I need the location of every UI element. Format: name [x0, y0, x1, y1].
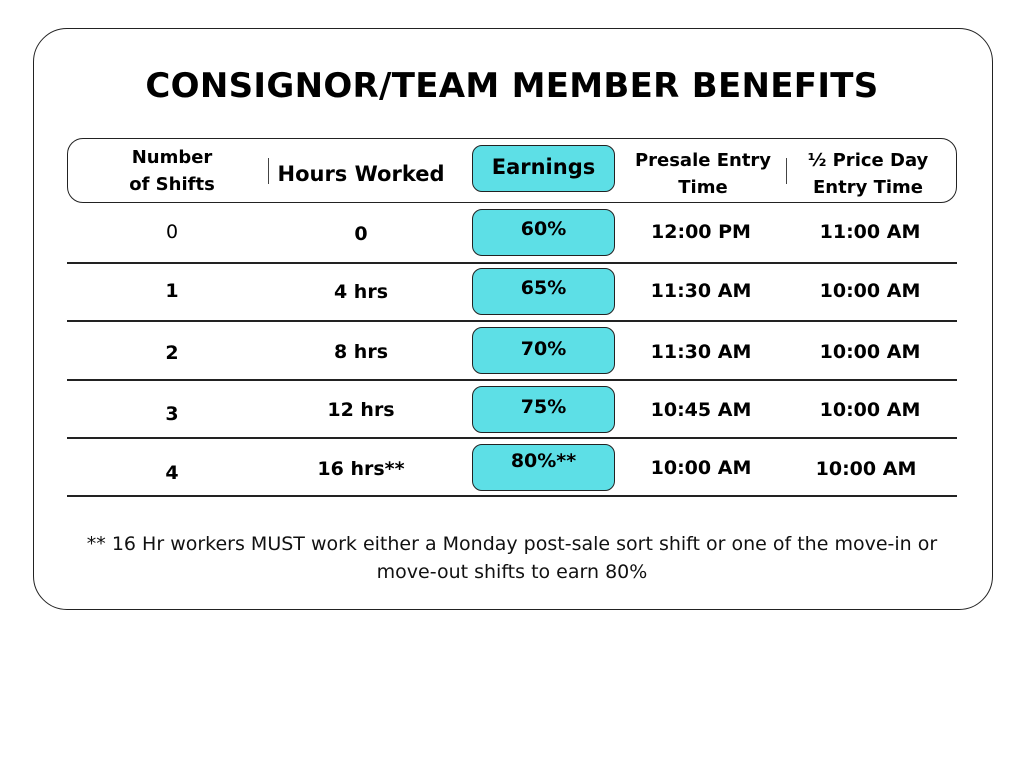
- table-cell-presale: 12:00 PM: [651, 221, 751, 243]
- table-cell-earnings: 75%: [520, 396, 567, 418]
- table-cell-presale: 10:45 AM: [650, 399, 752, 421]
- table-cell-hours: 4 hrs: [333, 281, 389, 303]
- table-cell-hours: 16 hrs**: [317, 458, 405, 480]
- row-divider: [67, 495, 957, 497]
- header-presale-line1: Presale Entry: [634, 150, 772, 171]
- table-cell-half-price: 10:00 AM: [819, 399, 921, 421]
- table-cell-half-price: 11:00 AM: [819, 221, 921, 243]
- table-cell-half-price: 10:00 AM: [819, 280, 921, 302]
- header-half-line2: Entry Time: [812, 177, 923, 198]
- header-shifts-line1: Number: [131, 147, 213, 168]
- header-divider: [268, 158, 269, 184]
- benefits-card: [33, 28, 993, 610]
- row-divider: [67, 262, 957, 264]
- row-divider: [67, 437, 957, 439]
- table-cell-earnings: 70%: [520, 338, 567, 360]
- header-shifts-line2: of Shifts: [129, 174, 215, 195]
- table-cell-earnings: 65%: [520, 277, 567, 299]
- table-cell-hours: 12 hrs: [327, 399, 395, 421]
- header-shifts: [112, 144, 232, 198]
- header-earnings: Earnings: [491, 155, 596, 179]
- table-cell-presale: 11:30 AM: [650, 280, 752, 302]
- row-divider: [67, 320, 957, 322]
- table-cell-shifts: 3: [165, 403, 179, 425]
- table-cell-shifts: 2: [165, 342, 179, 364]
- footnote: ** 16 Hr workers MUST work either a Monday post-sale sort shift or one of the move-in or move-out shifts to earn 80%: [86, 533, 938, 583]
- table-cell-half-price: 10:00 AM: [815, 458, 917, 480]
- row-divider: [67, 379, 957, 381]
- page-title: CONSIGNOR/TEAM MEMBER BENEFITS: [145, 66, 879, 106]
- table-cell-earnings: 80%**: [510, 450, 577, 472]
- table-cell-shifts: 1: [165, 280, 179, 302]
- table-cell-half-price: 10:00 AM: [819, 341, 921, 363]
- header-half-line1: ½ Price Day: [807, 150, 929, 171]
- header-divider: [786, 158, 787, 184]
- table-cell-presale: 10:00 AM: [650, 457, 752, 479]
- table-cell-shifts: 4: [165, 462, 179, 484]
- header-presale: [628, 147, 778, 201]
- table-cell-earnings: 60%: [520, 218, 567, 240]
- header-hours: Hours Worked: [277, 162, 445, 186]
- header-presale-line2: Time: [678, 177, 728, 198]
- table-cell-shifts: 0: [165, 221, 179, 243]
- header-half-price: [798, 147, 938, 201]
- table-cell-presale: 11:30 AM: [650, 341, 752, 363]
- table-cell-hours: 0: [354, 223, 368, 245]
- table-cell-hours: 8 hrs: [333, 341, 389, 363]
